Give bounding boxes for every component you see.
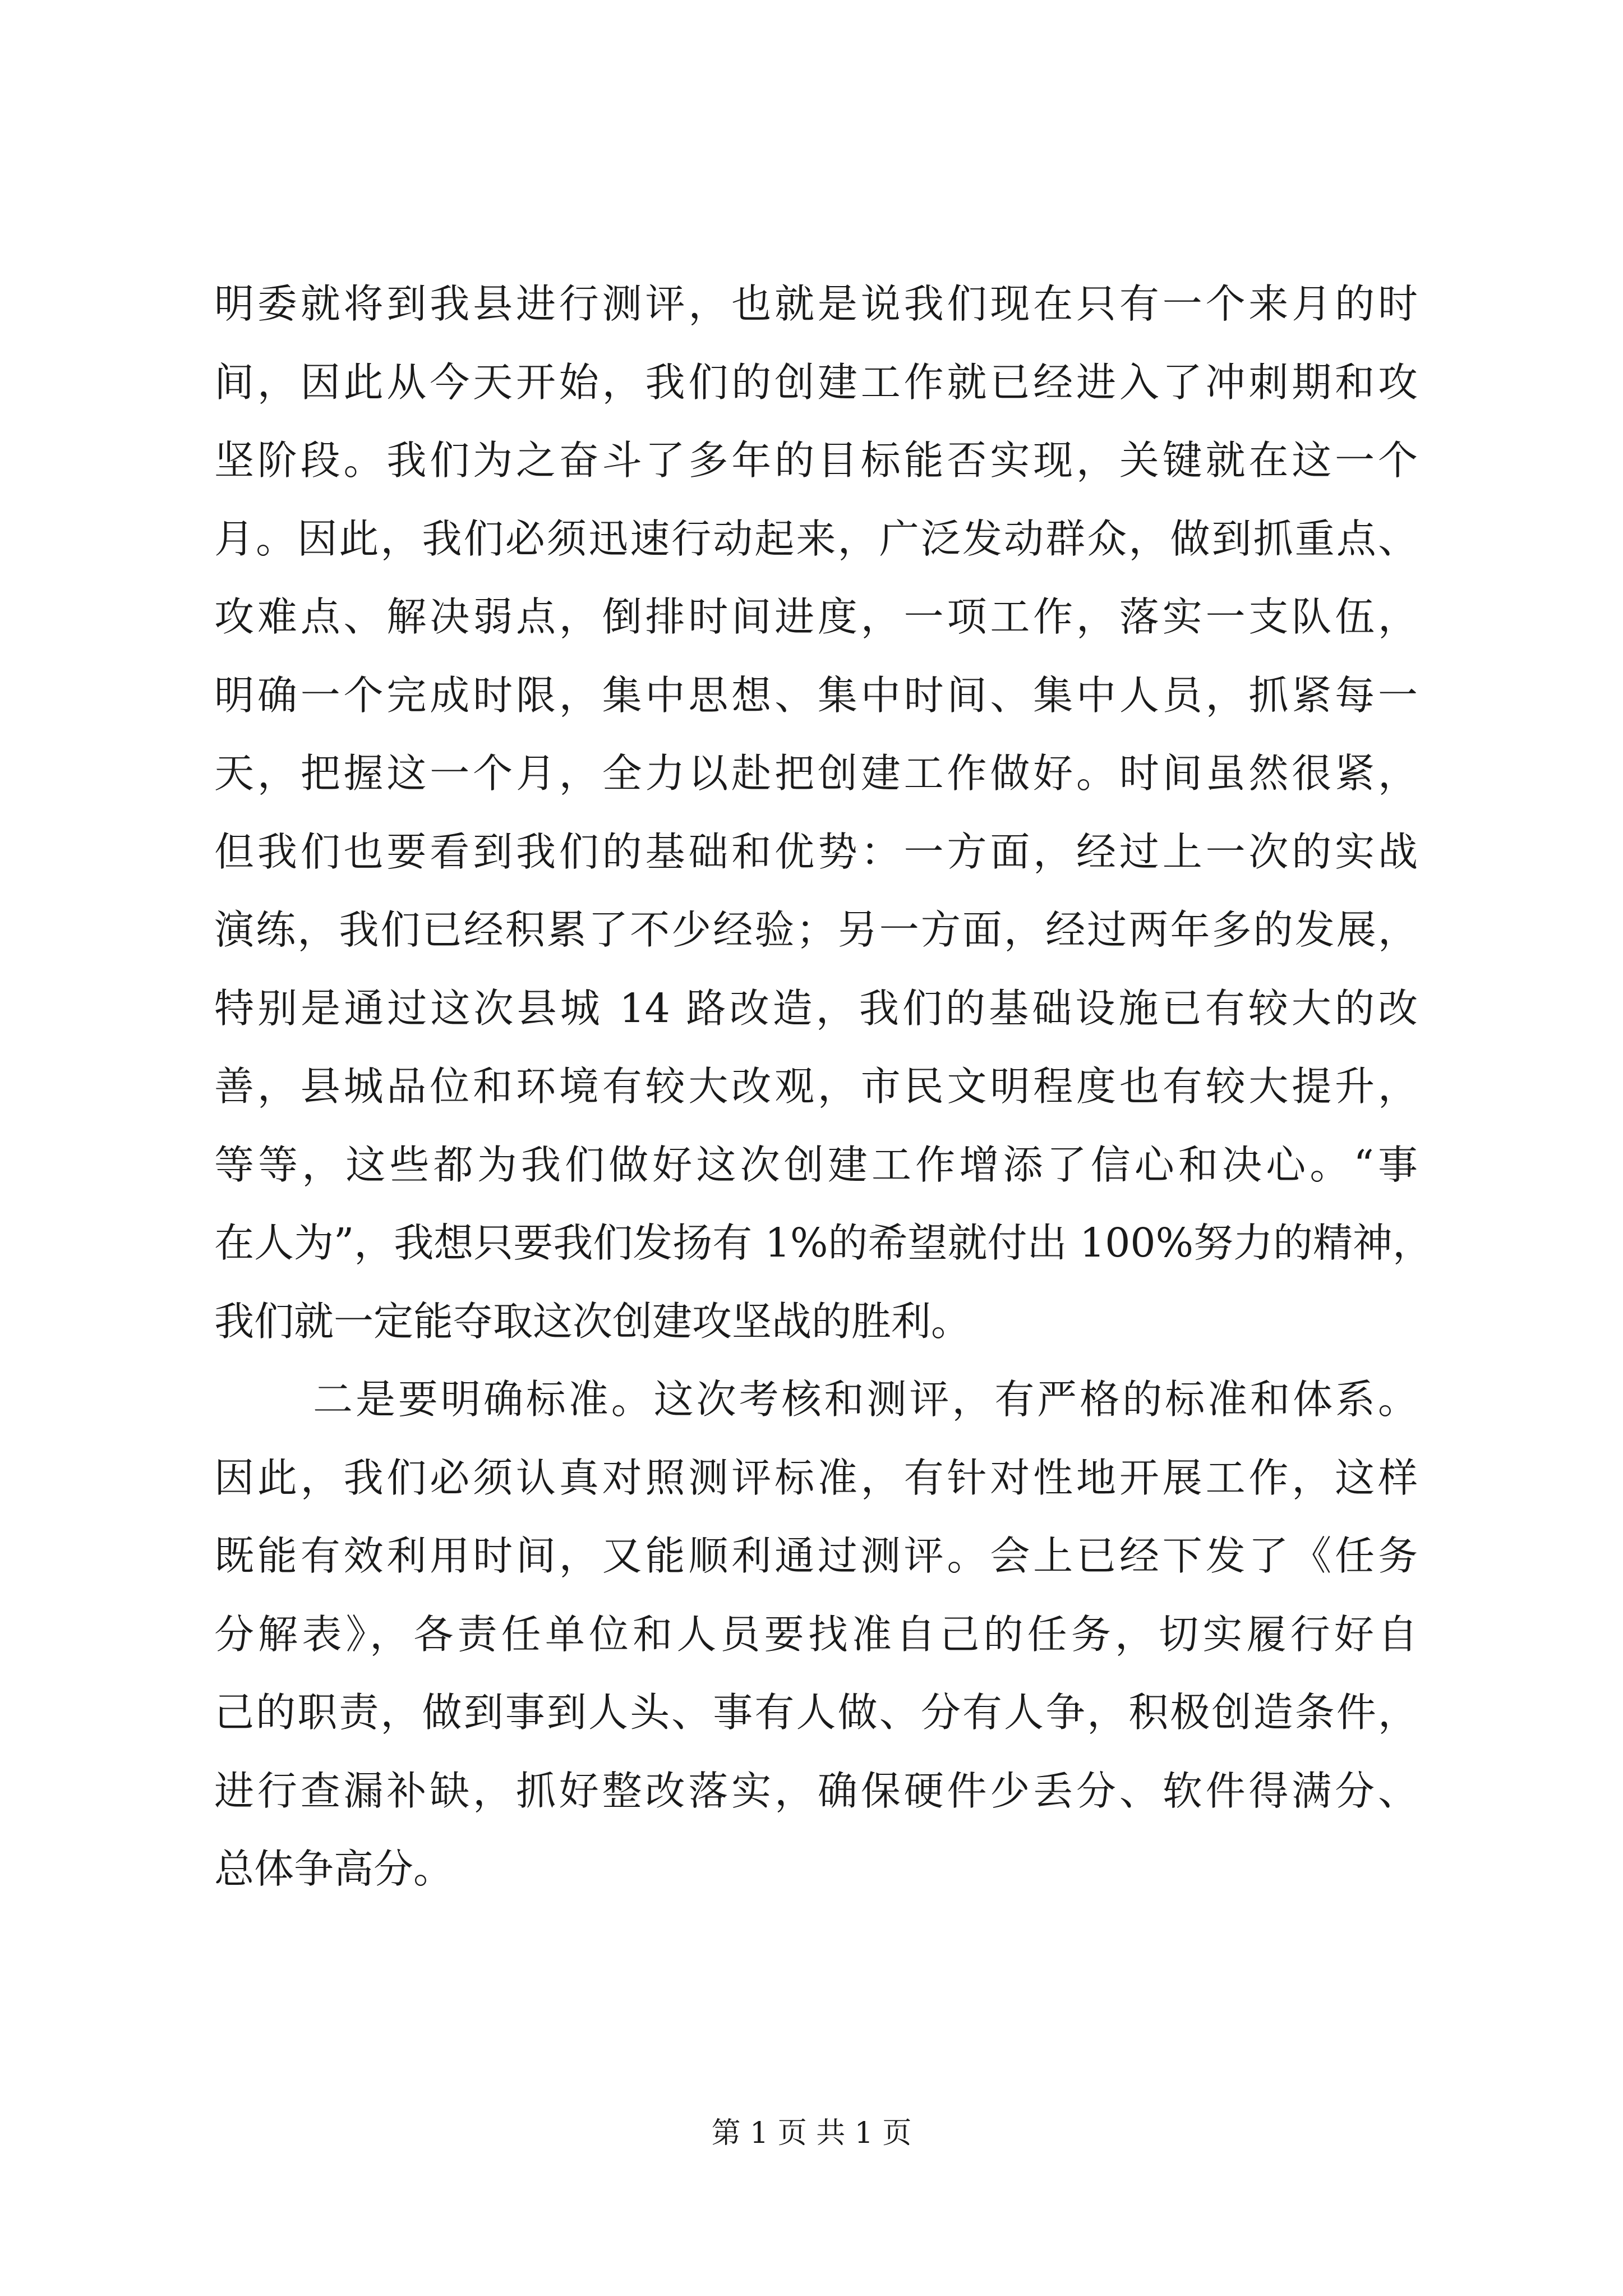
text-line: 己的职责，做到事到人头、事有人做、分有人争，积极创造条件， bbox=[214, 1689, 1418, 1736]
text-line: 攻难点、解决弱点，倒排时间进度，一项工作，落实一支队伍， bbox=[214, 593, 1418, 640]
text-line: 特别是通过这次县城 14 路改造，我们的基础设施已有较大的改 bbox=[214, 984, 1418, 1032]
text-line: 但我们也要看到我们的基础和优势：一方面，经过上一次的实战 bbox=[214, 828, 1418, 875]
text-line: 总体争高分。 bbox=[214, 1846, 454, 1892]
text-line: 演练，我们已经积累了不少经验；另一方面，经过两年多的发展， bbox=[214, 907, 1418, 953]
text-line: 坚阶段。我们为之奋斗了多年的目标能否实现，关键就在这一个 bbox=[214, 437, 1418, 484]
document-body bbox=[214, 265, 1433, 1908]
text-line: 进行查漏补缺，抓好整改落实，确保硬件少丢分、软件得满分、 bbox=[214, 1767, 1418, 1814]
text-line: 分解表》，各责任单位和人员要找准自己的任务，切实履行好自 bbox=[214, 1611, 1418, 1658]
text-line: 因此，我们必须认真对照测评标准，有针对性地开展工作，这样 bbox=[214, 1454, 1418, 1501]
text-line: 在人为”，我想只要我们发扬有 1%的希望就付出 100%努力的精神， bbox=[214, 1220, 1433, 1266]
page-number-footer: 第 1 页 共 1 页 bbox=[711, 2116, 912, 2150]
text-line: 明委就将到我县进行测评，也就是说我们现在只有一个来月的时 bbox=[214, 280, 1418, 327]
text-line: 天，把握这一个月，全力以赴把创建工作做好。时间虽然很紧， bbox=[214, 750, 1418, 797]
text-line: 既能有效利用时间，又能顺利通过测评。会上已经下发了《任务 bbox=[214, 1533, 1418, 1579]
text-line: 善，县城品位和环境有较大改观，市民文明程度也有较大提升， bbox=[214, 1063, 1418, 1110]
text-line: 间，因此从今天开始，我们的创建工作就已经进入了冲刺期和攻 bbox=[214, 358, 1418, 406]
text-line: 我们就一定能夺取这次创建攻坚战的胜利。 bbox=[214, 1297, 971, 1345]
text-line: 明确一个完成时限，集中思想、集中时间、集中人员，抓紧每一 bbox=[214, 671, 1418, 719]
paragraph-start-line: 二是要明确标准。这次考核和测评，有严格的标准和体系。 bbox=[313, 1376, 1418, 1423]
text-line: 等等，这些都为我们做好这次创建工作增添了信心和决心。“事 bbox=[214, 1141, 1418, 1188]
text-line: 月。因此，我们必须迅速行动起来，广泛发动群众，做到抓重点、 bbox=[214, 515, 1418, 562]
